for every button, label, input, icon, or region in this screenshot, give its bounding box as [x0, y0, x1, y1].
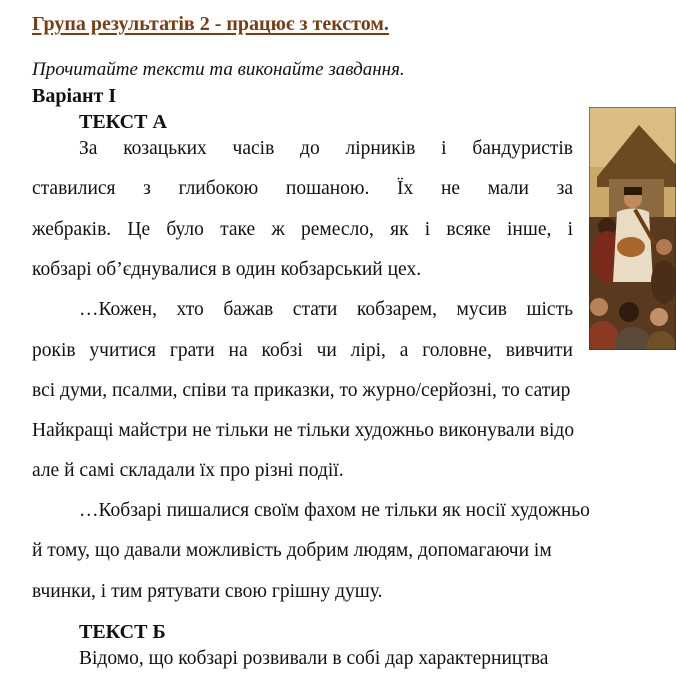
text-a-title: ТЕКСТ А — [79, 111, 167, 133]
text-a-line: …Кобзарі пишалися своїм фахом не тільки як носії художньо — [79, 500, 590, 521]
text-a-line: вчинки, і тим рятувати свою грішну душу. — [32, 581, 383, 602]
page-heading: Група результатів 2 - працює з текстом. — [32, 13, 389, 35]
text-a-line: жебраків. Це було таке ж ремесло, як і всяке інше, і — [32, 219, 573, 240]
text-b-title: ТЕКСТ Б — [79, 621, 166, 643]
text-a-line: років учитися грати на кобзі чи лірі, а головне, вивчити — [32, 340, 573, 361]
text-a-line: За козацьких часів до лірників і бандуристів — [79, 138, 573, 159]
text-a-line: кобзарі об’єднувалися в один кобзарський цех. — [32, 259, 422, 280]
text-a-line: й тому, що давали можливість добрим людям, допомагаючи ім — [32, 540, 552, 561]
instruction-text: Прочитайте тексти та виконайте завдання. — [32, 59, 405, 80]
text-a-line: але й самі складали їх про різні події. — [32, 460, 344, 481]
text-a-line: всі думи, псалми, співи та приказки, то журно/серйозні, то сатир — [32, 380, 571, 401]
text-a-line: …Кожен, хто бажав стати кобзарем, мусив шість — [79, 299, 573, 320]
kobzar-illustration — [589, 107, 676, 350]
variant-label: Варіант І — [32, 85, 117, 107]
text-b-line: Відомо, що кобзарі розвивали в собі дар характерництва — [79, 648, 549, 669]
text-a-line: ставилися з глибокою пошаною. Їх не мали за — [32, 178, 573, 199]
text-a-line: Найкращі майстри не тільки не тільки художньо виконували відо — [32, 420, 575, 441]
